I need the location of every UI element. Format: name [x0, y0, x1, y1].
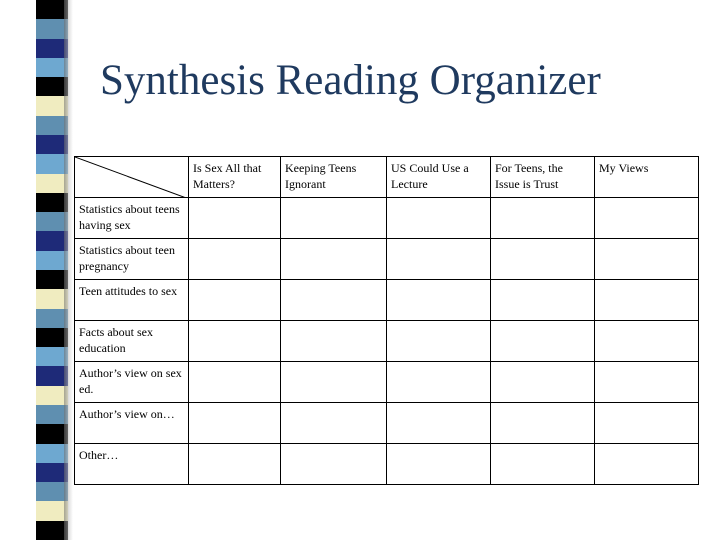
table-cell[interactable] [595, 239, 699, 280]
table-cell[interactable] [491, 239, 595, 280]
column-header: Keeping Teens Ignorant [281, 157, 387, 198]
corner-diagonal [75, 157, 189, 198]
table-cell[interactable] [189, 403, 281, 444]
table-cell[interactable] [189, 280, 281, 321]
column-header: My Views [595, 157, 699, 198]
table-cell[interactable] [189, 198, 281, 239]
row-header: Statistics about teens having sex [75, 198, 189, 239]
table-cell[interactable] [595, 403, 699, 444]
table-row [75, 362, 699, 403]
row-header: Teen attitudes to sex [75, 280, 189, 321]
decorative-side-strip [0, 0, 70, 540]
table-cell[interactable] [387, 444, 491, 485]
table-row [75, 280, 699, 321]
table-cell[interactable] [189, 321, 281, 362]
table-cell[interactable] [189, 239, 281, 280]
table-cell[interactable] [491, 362, 595, 403]
table-cell[interactable] [595, 444, 699, 485]
table-cell[interactable] [387, 403, 491, 444]
column-header: US Could Use a Lecture [387, 157, 491, 198]
table-cell[interactable] [281, 362, 387, 403]
table-cell[interactable] [387, 198, 491, 239]
row-header: Facts about sex education [75, 321, 189, 362]
reading-organizer-table [74, 156, 699, 485]
strip-shadow [64, 0, 73, 540]
table-cell[interactable] [281, 239, 387, 280]
column-header: For Teens, the Issue is Trust [491, 157, 595, 198]
table-cell[interactable] [281, 321, 387, 362]
column-header: Is Sex All that Matters? [189, 157, 281, 198]
header-row [75, 157, 699, 198]
table-cell[interactable] [387, 362, 491, 403]
table-cell[interactable] [281, 403, 387, 444]
table-cell[interactable] [595, 362, 699, 403]
table-row [75, 198, 699, 239]
row-header: Author’s view on sex ed. [75, 362, 189, 403]
row-header: Author’s view on… [75, 403, 189, 444]
row-header: Other… [75, 444, 189, 485]
table-cell[interactable] [387, 321, 491, 362]
table-cell[interactable] [491, 280, 595, 321]
table-cell[interactable] [281, 444, 387, 485]
table-cell[interactable] [595, 280, 699, 321]
slide-title: Synthesis Reading Organizer [100, 57, 601, 104]
corner-cell [75, 157, 189, 198]
row-header: Statistics about teen pregnancy [75, 239, 189, 280]
table-row [75, 321, 699, 362]
table-cell[interactable] [189, 362, 281, 403]
table-cell[interactable] [491, 198, 595, 239]
table-cell[interactable] [491, 403, 595, 444]
table-cell[interactable] [595, 321, 699, 362]
table-row [75, 444, 699, 485]
table-cell[interactable] [491, 321, 595, 362]
table-row [75, 403, 699, 444]
table-cell[interactable] [281, 280, 387, 321]
table-cell[interactable] [491, 444, 595, 485]
table-cell[interactable] [387, 280, 491, 321]
table-cell[interactable] [595, 198, 699, 239]
table-row [75, 239, 699, 280]
table-cell[interactable] [189, 444, 281, 485]
table-cell[interactable] [281, 198, 387, 239]
table-cell[interactable] [387, 239, 491, 280]
